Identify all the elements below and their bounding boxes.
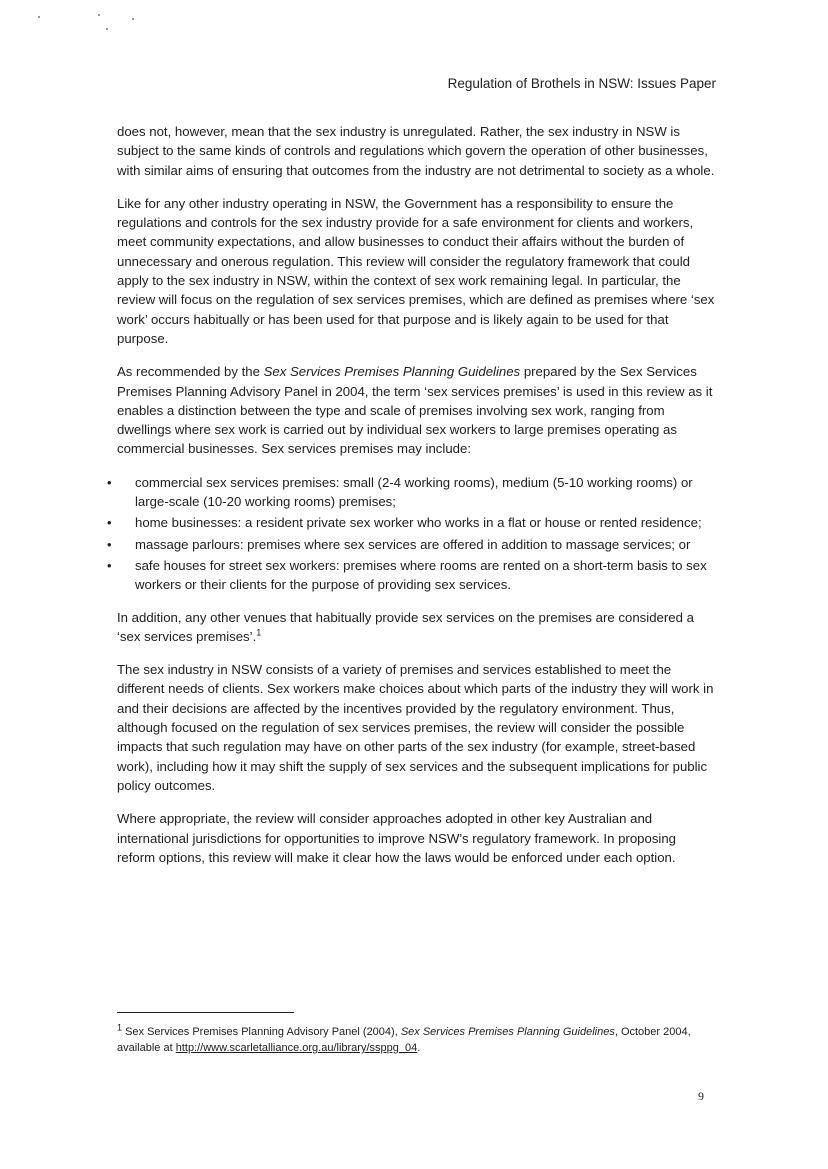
footnote-guidelines-title: Sex Services Premises Planning Guidelines (400, 1026, 615, 1038)
footnote-reference[interactable]: 1 (256, 627, 262, 638)
list-item-text: commercial sex services premises: small (2-4 working rooms), medium (5-10 working rooms) or large-scale (10-20 working rooms) premises; (135, 474, 693, 510)
footnote-number: 1 (117, 1022, 123, 1033)
scan-speck (132, 18, 134, 20)
list-item (107, 513, 717, 532)
paragraph-other-venues (117, 608, 717, 647)
paragraph-government-responsibility: Like for any other industry operating in NSW, the Government has a responsibility to ensure the regulations and controls for the sex industry provide for a safe environment for clients and workers, meet community expectations, and allow businesses to conduct their affairs without the burden of unnecessary and onerous regulation. This review will consider the regulatory framework that could apply to the sex industry in NSW, within the context of sex work remaining legal. In particular, the review will focus on the regulation of sex services premises, which are defined as premises where ‘sex work’ occurs habitually or has been used for that purpose and is likely again to be used for that purpose. (117, 195, 715, 346)
list-item (107, 535, 717, 554)
paragraph-industry-variety: The sex industry in NSW consists of a variety of premises and services established to meet the different needs of clients. Sex workers make choices about which parts of the industry they will work in and their decisions are affected by the incentives provided by the regulatory environment. Thus, although focused on the regulation of sex services premises, the review will consider the possible impacts that such regulation may have on other parts of the sex industry (for example, street-based work), including how it may shift the supply of sex services and the subsequent implications for public policy outcomes. (117, 662, 714, 793)
page-number: 9 (698, 1089, 704, 1103)
bullet-icon: • (107, 536, 112, 552)
paragraph-sex-services-premises (117, 362, 717, 458)
list-item (107, 556, 717, 595)
paragraph-regulated: does not, however, mean that the sex industry is unregulated. Rather, the sex industry in NSW is subject to the same kinds of controls and regulations which govern the operation of other businesses, with similar aims of ensuring that outcomes from the industry are not detrimental to society as a whole. (117, 124, 715, 178)
paragraph-text: prepared by the Sex Services Premises Planning Advisory Panel in 2004, the term ‘sex services premises’ is used in this review as it enables a distinction between the type and scale of premises involving sex work, ranging from dwellings where sex work is carried out by individual sex workers to large premises operating as commercial businesses. Sex services premises may include: (117, 364, 713, 457)
bullet-icon: • (107, 474, 112, 490)
scan-speck (98, 14, 100, 16)
bullet-icon: • (107, 515, 112, 531)
paragraph-text: As recommended by the (117, 364, 264, 380)
scan-speck (38, 16, 40, 18)
footnote-text: . (417, 1042, 421, 1054)
footnote-text: Sex Services Premises Planning Advisory Panel (2004), (122, 1026, 401, 1038)
footnote (117, 1024, 717, 1056)
list-item-text: massage parlours: premises where sex services are offered in addition to massage services; or (135, 536, 691, 552)
list-item-text: safe houses for street sex workers: premises where rooms are rented on a short-term basis to sex workers or their clients for the purpose of providing sex services. (135, 557, 707, 593)
paragraph-other-jurisdictions: Where appropriate, the review will consider approaches adopted in other key Australian and international jurisdictions for opportunities to improve NSW’s regulatory framework. In proposing reform options, this review will make it clear how the laws would be enforced under each option. (117, 811, 677, 865)
list-item (107, 473, 717, 512)
paragraph-text: In addition, any other venues that habitually provide sex services on the premises are considered a ‘sex services premises’. (117, 609, 694, 644)
list-item-text: home businesses: a resident private sex worker who works in a flat or house or rented residence; (135, 515, 702, 531)
guidelines-title: Sex Services Premises Planning Guidelines (263, 364, 521, 380)
bullet-icon: • (107, 557, 112, 573)
footnote-link[interactable]: http://www.scarletalliance.org.au/library/ssppg_04 (175, 1042, 418, 1054)
footnote-divider (117, 1012, 294, 1013)
scan-specks (30, 10, 150, 40)
footnote-text: , October 2004, available at (117, 1026, 691, 1054)
running-header: Regulation of Brothels in NSW: Issues Paper (447, 76, 716, 91)
scan-speck (106, 28, 108, 30)
premises-type-list (107, 473, 717, 595)
body-text (107, 122, 717, 881)
